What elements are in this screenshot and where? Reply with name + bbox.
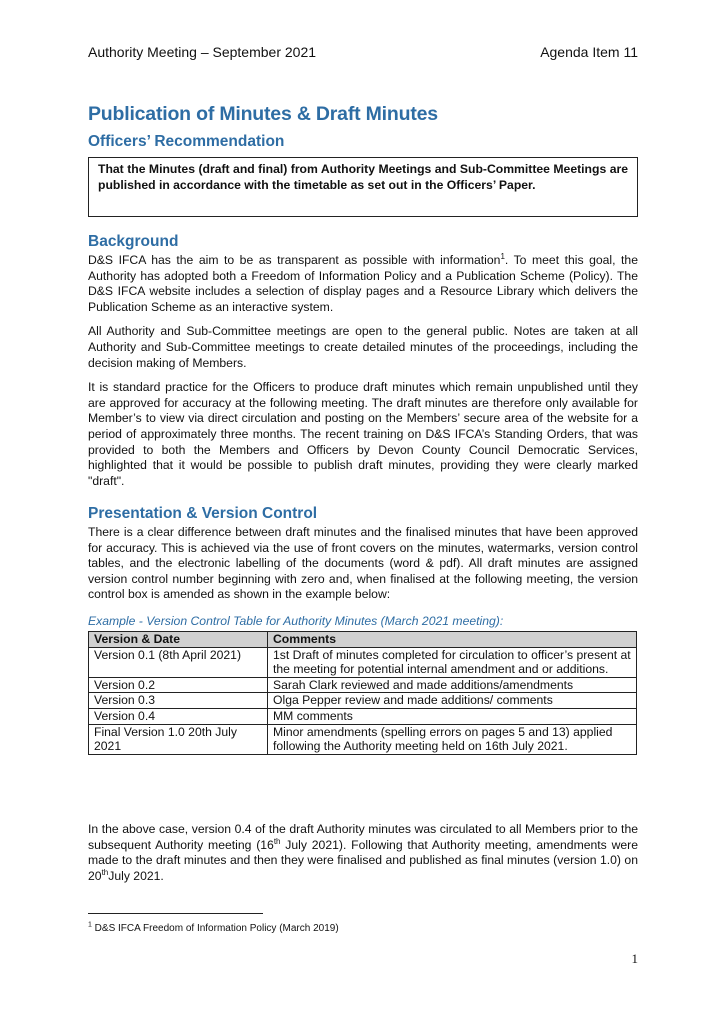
table-row	[89, 724, 637, 754]
page-number: 1	[631, 951, 638, 966]
footnote-marker: 1	[88, 921, 92, 929]
version-cell: Final Version 1.0 20th July 2021	[89, 724, 268, 754]
version-control-table	[88, 631, 637, 755]
comment-cell: Olga Pepper review and made additions/ comments	[268, 693, 637, 709]
recommendation-box: That the Minutes (draft and final) from Authority Meetings and Sub-Committee Meetings are published in accordance with the timetable as set out in the Officers’ Paper.	[88, 157, 638, 217]
version-cell: Version 0.2	[89, 677, 268, 693]
version-cell: Version 0.1 (8th April 2021)	[89, 647, 268, 677]
footnote-reference[interactable]: 1	[500, 251, 505, 261]
closing-text-c: July 2021.	[108, 868, 164, 883]
background-heading: Background	[88, 233, 179, 250]
footnote-separator	[88, 913, 263, 914]
presentation-paragraph-1: There is a clear difference between draft minutes and the finalised minutes that have been approved for accuracy. This is achieved via the use of front covers on the minutes, watermarks, version control tables, and the electronic labelling of the documents (word & pdf). All draft minutes are assigned version control number beginning with zero and, when finalised at the following meeting, the version control box is amended as shown in the example below:	[88, 525, 638, 602]
table-row	[89, 708, 637, 724]
header-right: Agenda Item 11	[540, 44, 638, 60]
presentation-section	[88, 505, 638, 603]
presentation-heading: Presentation & Version Control	[88, 505, 318, 522]
comment-cell: Sarah Clark reviewed and made additions/amendments	[268, 677, 637, 693]
table-caption: Example - Version Control Table for Authority Minutes (March 2021 meeting):	[88, 614, 504, 628]
background-p1-text-cont: . To meet this goal, the Authority has adopted both a Freedom of Information Policy and a Publication Scheme (Policy). The D&S IFCA website includes a selection of display pages and a Resource Library which delivers the Publication Scheme as an interactive system.	[88, 253, 638, 314]
header-left: Authority Meeting – September 2021	[88, 44, 317, 60]
background-paragraph-3: It is standard practice for the Officers to produce draft minutes which remain unpublished until they are approved for accuracy at the following meeting. The draft minutes are therefore only available for Member’s to view via direct circulation and posting on the Members’ secure area of the website for a period of approximately three months. The recent training on D&S IFCA’s Standing Orders, that was provided to both the Members and Officers by Devon County Council Democratic Services, highlighted that it would be possible to publish draft minutes, providing they were clearly marked "draft".	[88, 380, 638, 488]
column-header-comments: Comments	[268, 632, 637, 648]
background-paragraph-2: All Authority and Sub-Committee meetings are open to the general public. Notes are taken at all Authority and Sub-Committee meetings to create detailed minutes of the proceedings, including the decision making of Members.	[88, 324, 638, 370]
background-section	[88, 233, 638, 489]
ordinal-suffix: th	[101, 867, 109, 877]
table-header-row	[89, 632, 637, 648]
officers-recommendation-heading: Officers’ Recommendation	[88, 133, 285, 150]
closing-paragraph	[88, 822, 638, 884]
version-cell: Version 0.3	[89, 693, 268, 709]
table-row	[89, 677, 637, 693]
ordinal-suffix: th	[273, 836, 281, 846]
closing-text-b: July 2021). Following that Authority meeting, amendments were made to the draft minutes and then they were finalised and published as final minutes (version 1.0) on 20	[88, 837, 638, 883]
column-header-version: Version & Date	[89, 632, 268, 648]
footnote-text: D&S IFCA Freedom of Information Policy (March 2019)	[91, 923, 339, 934]
page-title: Publication of Minutes & Draft Minutes	[88, 103, 438, 125]
table-row	[89, 647, 637, 677]
background-paragraph-1	[88, 253, 638, 315]
closing-section	[88, 822, 638, 884]
footnote	[88, 923, 339, 934]
comment-cell: Minor amendments (spelling errors on pages 5 and 13) applied following the Authority meeting held on 16th July 2021.	[268, 724, 637, 754]
comment-cell: 1st Draft of minutes completed for circulation to officer’s present at the meeting for potential internal amendment and or additions.	[268, 647, 637, 677]
comment-cell: MM comments	[268, 708, 637, 724]
version-cell: Version 0.4	[89, 708, 268, 724]
closing-text-a: In the above case, version 0.4 of the draft Authority minutes was circulated to all Members prior to the subsequent Authority meeting (16	[88, 822, 638, 852]
background-p1-text: D&S IFCA has the aim to be as transparent as possible with information	[88, 253, 501, 267]
table-row	[89, 693, 637, 709]
